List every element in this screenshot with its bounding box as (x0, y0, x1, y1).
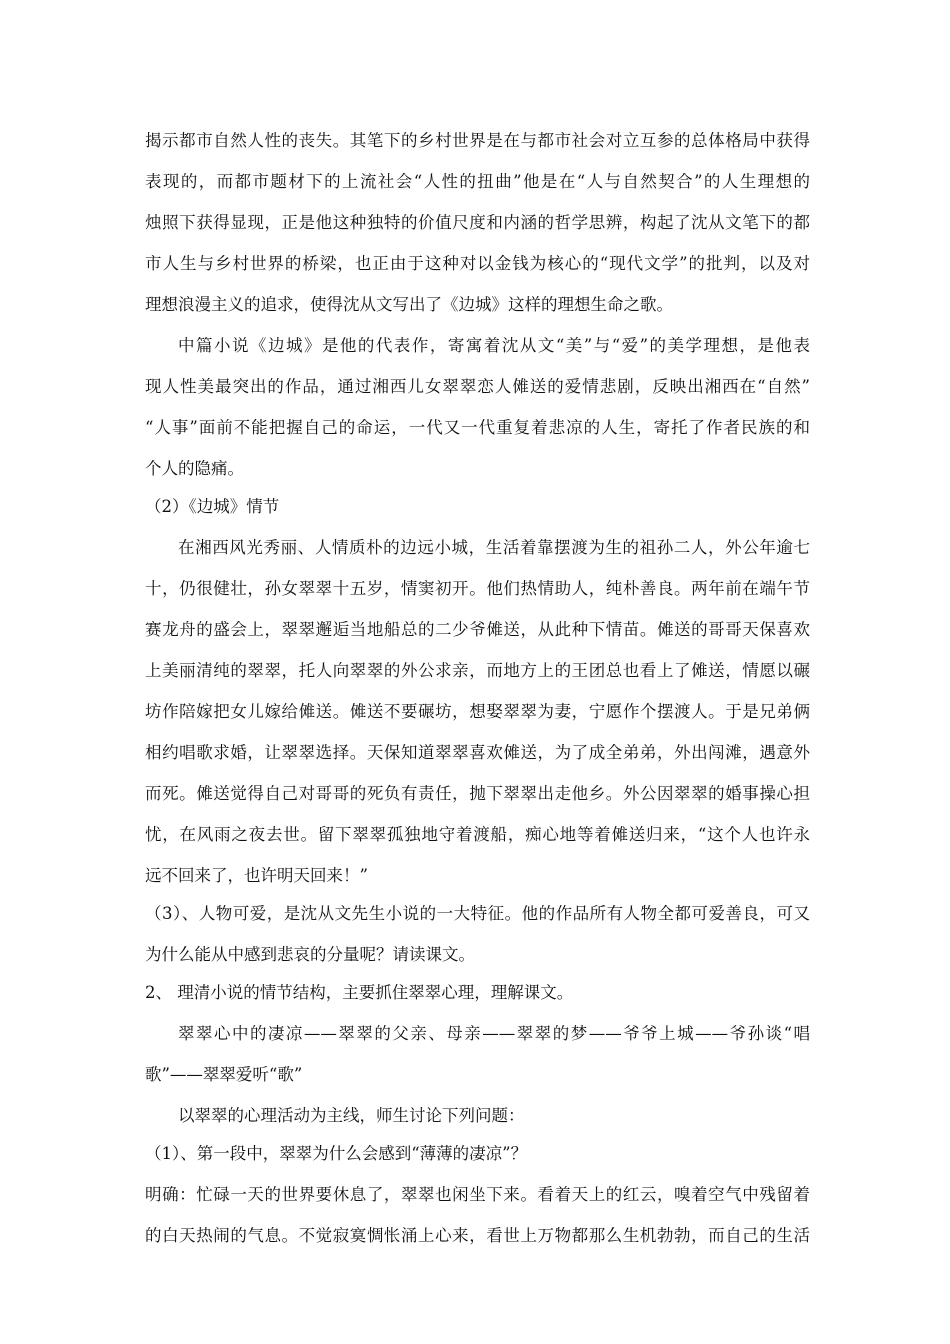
text-line: 个人的隐痛。 (145, 459, 244, 478)
text-line: 为什么能从中感到悲哀的分量呢？请读课文。 (145, 945, 475, 964)
text-line: 中篇小说《边城》是他的代表作，寄寓着沈从文“美”与“爱”的美学理想，是他表 (178, 336, 810, 355)
text-line: （3）、人物可爱，是沈从文先生小说的一大特征。他的作品所有人物全都可爱善良，可又 (145, 904, 810, 923)
section-heading: 2、 理清小说的情节结构，主要抓住翠翠心理，理解课文。 (145, 983, 574, 1002)
section-heading: （2）《边城》情节 (145, 497, 280, 516)
text-line: 坊作陪嫁把女儿嫁给傩送。傩送不要碾坊，想娶翠翠为妻，宁愿作个摆渡人。于是兄弟俩 (145, 702, 810, 721)
text-line: 十，仍很健壮，孙女翠翠十五岁，情窦初开。他们热情助人，纯朴善良。两年前在端午节 (145, 579, 810, 598)
text-line: 以翠翠的心理活动为主线，师生讨论下列问题： (178, 1106, 525, 1125)
text-line: 烛照下获得显现，正是他这种独特的价值尺度和内涵的哲学思辨，构起了沈从文笔下的都 (145, 213, 810, 232)
text-line: 在湘西风光秀丽、人情质朴的边远小城，生活着靠摆渡为生的祖孙二人，外公年逾七 (178, 538, 810, 557)
text-line: 歌”——翠翠爱听“歌” (145, 1065, 303, 1084)
text-line: 远不回来了，也许明天回来！” (145, 866, 368, 885)
text-line: “人事”面前不能把握自己的命运，一代又一代重复着悲凉的人生，寄托了作者民族的和 (145, 418, 810, 437)
text-line: 理想浪漫主义的追求，使得沈从文写出了《边城》这样的理想生命之歌。 (145, 295, 673, 314)
text-line: 揭示都市自然人性的丧失。其笔下的乡村世界是在与都市社会对立互参的总体格局中获得 (145, 131, 810, 150)
text-line: 翠翠心中的凄凉——翠翠的父亲、母亲——翠翠的梦——爷爷上城——爷孙谈“唱 (178, 1024, 810, 1043)
text-line: 现人性美最突出的作品，通过湘西儿女翠翠恋人傩送的爱情悲剧，反映出湘西在“自然” (145, 377, 810, 396)
question-heading: （1）、第一段中，翠翠为什么会感到“薄薄的凄凉”？ (145, 1144, 528, 1163)
text-line: 明确：忙碌一天的世界要休息了，翠翠也闲坐下来。看着天上的红云，嗅着空气中残留着 (145, 1185, 810, 1204)
text-line: 而死。傩送觉得自己对哥哥的死负有责任，抛下翠翠出走他乡。外公因翠翠的婚事操心担 (145, 784, 810, 803)
text-line: 市人生与乡村世界的桥梁，也正由于这种对以金钱为核心的“现代文学”的批判，以及对 (145, 254, 810, 273)
text-line: 赛龙舟的盛会上，翠翠邂逅当地船总的二少爷傩送，从此种下情苗。傩送的哥哥天保喜欢 (145, 620, 810, 639)
text-line: 表现的，而都市题材下的上流社会“人性的扭曲”他是在“人与自然契合”的人生理想的 (145, 172, 810, 191)
text-line: 相约唱歌求婚，让翠翠选择。天保知道翠翠喜欢傩送，为了成全弟弟，外出闯滩，遇意外 (145, 743, 810, 762)
text-line: 忧，在风雨之夜去世。留下翠翠孤独地守着渡船，痴心地等着傩送归来，“这个人也许永 (145, 825, 810, 844)
text-line: 的白天热闹的气息。不觉寂寞惆怅涌上心来，看世上万物都那么生机勃勃，而自己的生活 (145, 1226, 810, 1245)
text-line: 上美丽清纯的翠翠，托人向翠翠的外公求亲，而地方上的王团总也看上了傩送，情愿以碾 (145, 661, 810, 680)
